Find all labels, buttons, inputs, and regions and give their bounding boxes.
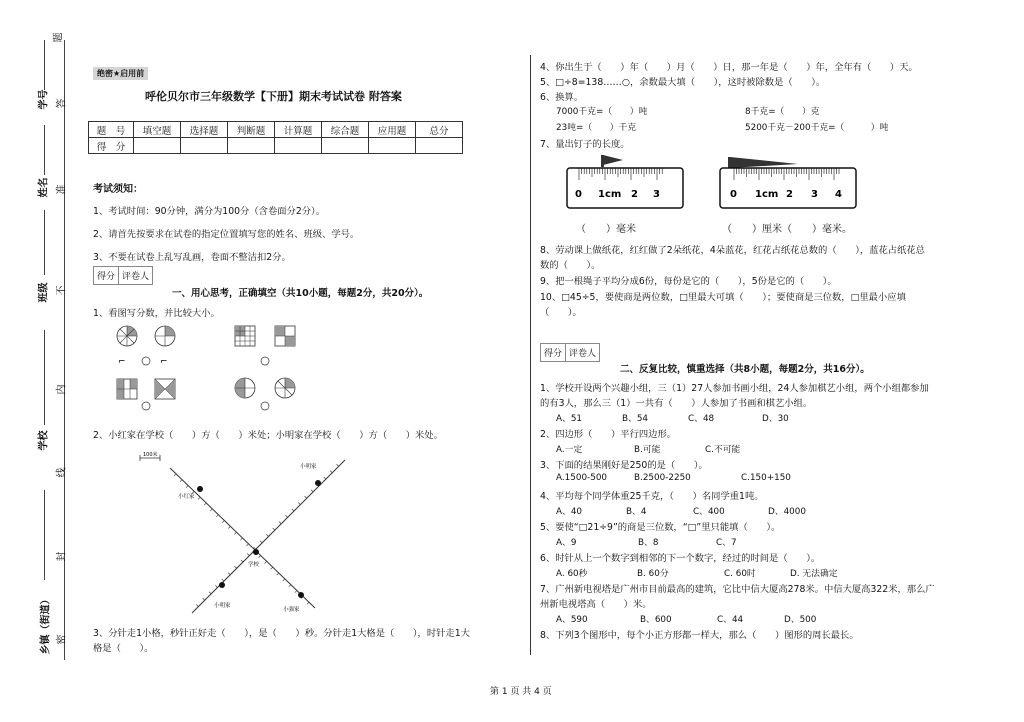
header-cell: 总分 — [416, 122, 463, 138]
conversion-3: 23吨=（ ）千克 — [556, 123, 637, 133]
score-table-header-row — [89, 122, 463, 138]
circle-fraction-1 — [117, 326, 137, 346]
id-write-line — [44, 40, 45, 90]
conversion-2: 8千克=（ ）克 — [745, 107, 820, 117]
row-label-cell: 得 分 — [89, 138, 134, 154]
map-label-xiaohong: 小红家 — [178, 494, 195, 500]
s1-q8-line2: 数的（ ）。 — [540, 260, 601, 271]
s2-q2-option-c[interactable]: C.不可能 — [705, 445, 741, 455]
s2-q7-option-d[interactable]: D、500 — [784, 615, 817, 625]
nail-2-icon — [730, 157, 798, 168]
score-cell[interactable] — [275, 138, 322, 154]
side-char-feng: 封 — [56, 551, 68, 562]
xiaohong-home-marker — [197, 486, 203, 492]
s1-q6: 6、换算。 — [540, 92, 584, 103]
grader-box-label: 评卷人 — [565, 344, 599, 361]
s1-q2: 2、小红家在学校（ ）方（ ）米处；小明家在学校（ ）方（ ）米处。 — [93, 430, 443, 441]
page-title: 呼伦贝尔市三年级数学【下册】期末考试试卷 附答案 — [145, 90, 402, 103]
school-label: 学校 — [38, 430, 50, 451]
square-fraction-2 — [275, 326, 295, 346]
s2-q5-option-b[interactable]: B、8 — [638, 538, 659, 548]
s2-q5-option-c[interactable]: C、7 — [716, 538, 737, 548]
s2-q4: 4、平均每个同学体重25千克，（ ）名同学重1吨。 — [540, 491, 764, 502]
header-cell: 选择题 — [181, 122, 228, 138]
circle-fraction-3 — [235, 378, 255, 398]
note-3: 3、不要在试卷上乱写乱画，卷面不整洁扣2分。 — [93, 252, 291, 263]
ruler-2-tick-3: 3 — [811, 189, 818, 200]
ruler-1-tick-3: 3 — [653, 189, 660, 200]
score-cell[interactable] — [181, 138, 228, 154]
svg-text:⌐: ⌐ — [118, 357, 126, 367]
score-box-label: 得分 — [97, 272, 116, 282]
header-cell: 题 号 — [89, 122, 134, 138]
section2-heading: 二、反复比较，慎重选择（共8小题，每题2分，共16分）。 — [620, 364, 870, 375]
side-char-ti: 题 — [53, 32, 65, 43]
s2-q6-option-c[interactable]: C. 60时 — [724, 569, 756, 579]
side-char-zhun: 准 — [56, 184, 68, 195]
note-1: 1、考试时间：90分钟，满分为100分（含卷面分2分）。 — [93, 206, 325, 217]
side-char-bu: 不 — [56, 285, 68, 296]
s2-q6-option-b[interactable]: B. 60分 — [637, 569, 669, 579]
ruler-2 — [718, 152, 858, 212]
note-2: 2、请首先按要求在试卷的指定位置填写您的姓名、班级、学号。 — [93, 229, 360, 240]
s2-q6-option-d[interactable]: D. 无法确定 — [790, 569, 838, 579]
ruler-1-tick-0: 0 — [575, 189, 582, 200]
name-label: 姓名 — [38, 177, 50, 198]
section1-heading: 一、用心思考，正确填空（共10小题，每题2分，共20分）。 — [172, 288, 429, 299]
xiaoming-home-marker-2 — [219, 582, 225, 588]
score-cell[interactable] — [134, 138, 181, 154]
class-write-line — [44, 210, 45, 275]
s2-q7-line1: 7、广州新电视塔是广州市目前最高的建筑，它比中信大厦高278米。中信大厦高322米，那么广 — [540, 584, 935, 595]
header-cell: 综合题 — [322, 122, 369, 138]
square-fraction-3 — [117, 379, 137, 399]
student-id-label: 学号 — [38, 89, 50, 110]
side-char-mi: 密 — [56, 634, 68, 645]
notes-heading: 考试须知： — [93, 184, 143, 195]
conversion-1: 7000千克=（ ）吨 — [556, 107, 648, 117]
square-fraction-4 — [155, 379, 175, 399]
s2-q1-option-d[interactable]: D、30 — [762, 414, 789, 424]
s2-q6-option-a[interactable]: A. 60秒 — [556, 569, 588, 579]
score-grader-box-1 — [93, 266, 153, 285]
svg-text:⌐: ⌐ — [160, 357, 168, 367]
s2-q4-option-d[interactable]: D、4000 — [768, 507, 806, 517]
fraction-figures-svg — [110, 322, 310, 412]
side-char-da: 答 — [56, 98, 68, 109]
s2-q4-option-c[interactable]: C、400 — [693, 507, 725, 517]
xiaoming-home-marker — [315, 480, 321, 486]
page-footer: 第 1 页 共 4 页 — [490, 687, 552, 697]
s2-q1-option-a[interactable]: A、51 — [556, 414, 583, 424]
s2-q4-option-b[interactable]: B、4 — [626, 507, 647, 517]
name-write-line — [44, 125, 45, 175]
ruler-2-tick-0: 0 — [730, 189, 737, 200]
school-marker — [253, 549, 259, 555]
xiaoqiang-home-marker — [298, 592, 304, 598]
ruler-2-tick-1: 1cm — [755, 189, 779, 200]
s2-q7-option-a[interactable]: A、590 — [556, 615, 588, 625]
conversion-4: 5200千克－200千克=（ ）吨 — [745, 123, 889, 133]
s2-q3-option-a[interactable]: A.1500-500 — [556, 473, 608, 483]
score-cell[interactable] — [228, 138, 275, 154]
map-label-xiaoqiang: 小强家 — [283, 607, 300, 613]
direction-map — [130, 448, 360, 618]
side-char-nei: 内 — [56, 384, 68, 395]
header-cell: 填空题 — [134, 122, 181, 138]
header-cell: 计算题 — [275, 122, 322, 138]
class-label: 班级 — [38, 282, 50, 303]
s2-q7-option-b[interactable]: B、600 — [640, 615, 672, 625]
s2-q2: 2、四边形（ ）平行四边形。 — [540, 429, 677, 440]
s2-q1-line1: 1、学校开设两个兴趣小组，三（1）27人参加书画小组，24人参加棋艺小组，两个小组都参加 — [540, 383, 929, 394]
score-cell[interactable] — [416, 138, 463, 154]
header-cell: 应用题 — [369, 122, 416, 138]
column-divider — [530, 55, 531, 655]
s2-q7-line2: 州新电视塔高（ ）米。 — [540, 599, 652, 610]
s2-q3-option-c[interactable]: C.150+150 — [741, 473, 791, 483]
scale-label: 100米 — [143, 452, 158, 458]
ruler-1-tick-2: 2 — [631, 189, 638, 200]
ruler-2-answer: （ ）厘米（ ）毫米。 — [722, 224, 852, 235]
ruler-1-answer: （ ）毫米 — [576, 224, 636, 235]
s2-q6: 6、时针从上一个数字到相邻的下一个数字，经过的时间是（ ）。 — [540, 553, 821, 564]
s1-q7: 7、量出钉子的长度。 — [540, 139, 630, 150]
s2-q2-option-b[interactable]: B.可能 — [634, 445, 661, 455]
s1-q3-line1: 3、分针走1小格，秒针正好走（ ），是（ ）秒。分针走1大格是（ ），时针走1大 — [93, 628, 470, 639]
s2-q5-option-a[interactable]: A、9 — [556, 538, 577, 548]
s2-q3-option-b[interactable]: B.2500-2250 — [634, 473, 691, 483]
map-label-xiaoming: 小明家 — [300, 464, 317, 470]
s2-q1-line2: 的有3人，那么三（1）一共有（ ）人参加了书画和棋艺小组。 — [540, 398, 813, 409]
s1-q5: 5、□÷8=138……○，余数最大填（ ），这时被除数是（ ）。 — [540, 77, 826, 88]
s2-q5: 5、要使“□21÷9”的商是三位数，“□”里只能填（ ）。 — [540, 522, 781, 533]
ruler-2-tick-4: 4 — [835, 189, 842, 200]
s2-q4-option-a[interactable]: A、40 — [556, 507, 583, 517]
ruler-1 — [565, 152, 685, 212]
score-table — [88, 121, 463, 154]
confidential-stamp: 绝密★启用前 — [93, 67, 148, 80]
score-cell[interactable] — [322, 138, 369, 154]
township-write-line — [44, 490, 45, 580]
s1-q8-line1: 8、劳动课上做纸花，红红做了2朵纸花，4朵蓝花，红花占纸花总数的（ ），蓝花占纸花总 — [540, 245, 925, 256]
s1-q10-line1: 10、□45÷5，要使商是两位数，□里最大可填（ ）；要使商是三位数，□里最小应填 — [540, 292, 906, 303]
s2-q7-option-c[interactable]: C、44 — [717, 615, 744, 625]
circle-fraction-2 — [155, 326, 175, 346]
score-grader-box-2 — [540, 343, 600, 362]
s1-q10-line2: （ ）。 — [540, 307, 582, 318]
header-cell: 判断题 — [228, 122, 275, 138]
score-table-score-row — [89, 138, 463, 154]
s1-q4: 4、你出生于（ ）年（ ）月（ ）日，那一年是（ ）年，全年有（ ）天。 — [540, 62, 918, 73]
side-char-xian: 线 — [56, 467, 68, 478]
binding-line — [64, 40, 65, 660]
s2-q8: 8、下列3个图形中，每个小正方形都一样大，那么（ ）图形的周长最长。 — [540, 630, 859, 641]
map-label-school: 学校 — [248, 562, 260, 568]
township-label: 乡镇（街道） — [40, 594, 52, 655]
s1-q1: 1、看图写分数，并比较大小。 — [93, 308, 220, 319]
map-label-xiaoming-2: 小明家 — [214, 603, 231, 609]
ruler-1-tick-1: 1cm — [598, 189, 622, 200]
score-cell[interactable] — [369, 138, 416, 154]
s1-q3-line2: 格是（ ）。 — [93, 643, 154, 654]
grader-box-label: 评卷人 — [118, 267, 152, 284]
s2-q3: 3、下面的结果刚好是250的是（ ）。 — [540, 460, 708, 471]
square-fraction-1 — [235, 326, 255, 346]
nail-1-icon — [603, 155, 623, 165]
score-box-label: 得分 — [544, 349, 563, 359]
ruler-2-tick-2: 2 — [786, 189, 793, 200]
s2-q1-option-c[interactable]: C、48 — [688, 414, 715, 424]
s2-q2-option-a[interactable]: A.一定 — [556, 445, 583, 455]
s2-q1-option-b[interactable]: B、54 — [622, 414, 649, 424]
s1-q9: 9、把一根绳子平均分成6份，每份是它的（ ），5份是它的（ ）。 — [540, 276, 837, 287]
binding-margin — [0, 0, 90, 722]
circle-fraction-4 — [275, 378, 295, 398]
school-write-line — [44, 330, 45, 425]
